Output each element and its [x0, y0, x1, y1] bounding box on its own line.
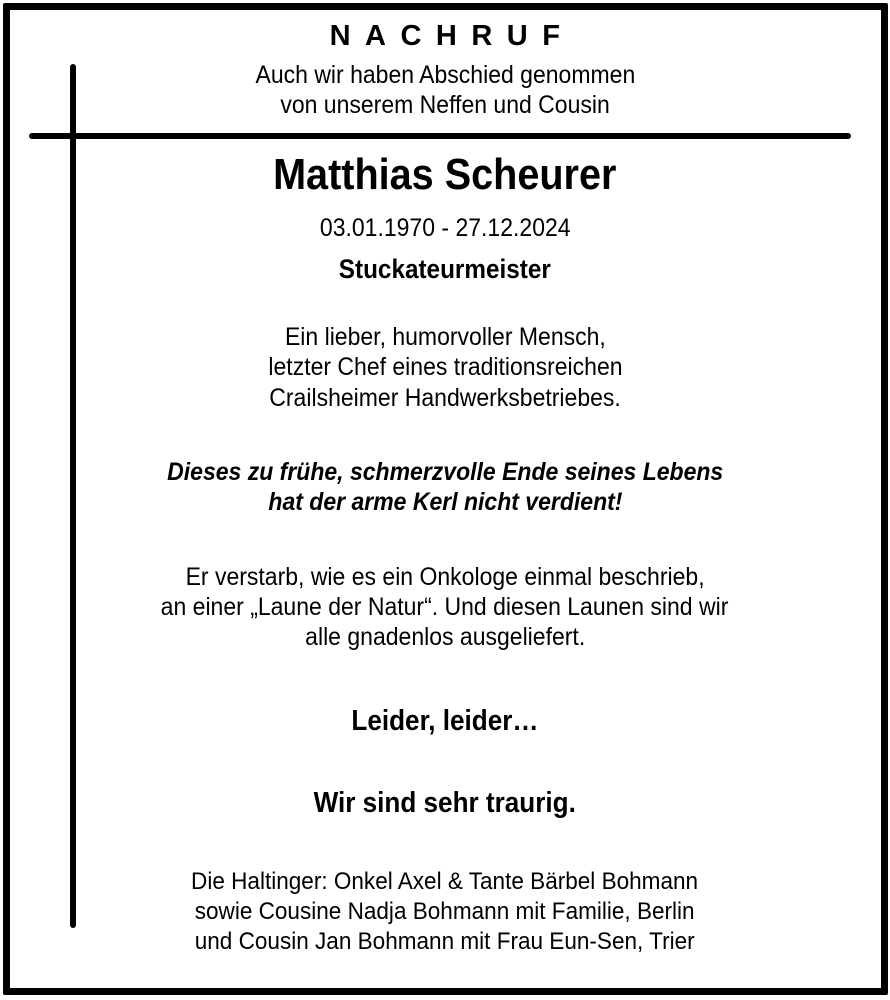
emphasis-text: hat der arme Kerl nicht verdient!: [267, 488, 623, 516]
profession-text: Stuckateurmeister: [338, 254, 552, 284]
intro-line-2: [0, 93, 890, 118]
tribute-text: Crailsheimer Handwerksbetriebes.: [269, 384, 621, 412]
intro-text: Auch wir haben Abschied genommen: [255, 61, 635, 89]
signers-text: und Cousin Jan Bohmann mit Frau Eun-Sen, Trier: [195, 928, 695, 955]
notice-heading-text: NACHRUF: [329, 20, 575, 52]
tribute-text: Ein lieber, humorvoller Mensch,: [284, 323, 606, 351]
signers-line-2: [0, 900, 890, 925]
cause-line-2: [0, 595, 890, 620]
signers-line-1: [0, 870, 890, 895]
cause-text: Er verstarb, wie es ein Onkologe einmal beschrieb,: [185, 563, 705, 591]
intro-text: von unserem Neffen und Cousin: [280, 91, 610, 119]
deceased-name-text: Matthias Scheurer: [273, 150, 617, 199]
notice-heading: [0, 22, 890, 51]
tribute-line-1: [0, 325, 890, 350]
intro-line-1: [0, 63, 890, 88]
life-dates: [0, 216, 890, 241]
closing-line-2: [0, 789, 890, 818]
closing-text: Leider, leider…: [351, 705, 539, 737]
tribute-line-3: [0, 386, 890, 411]
closing-line-1: [0, 707, 890, 736]
emphasis-line-1: [0, 460, 890, 485]
deceased-name: [0, 150, 890, 199]
cause-text: an einer „Laune der Natur“. Und diesen Launen sind wir: [161, 593, 729, 621]
cause-text: alle gnadenlos ausgeliefert.: [304, 623, 586, 651]
cross-horizontal-bar: [29, 133, 851, 139]
emphasis-line-2: [0, 490, 890, 515]
life-dates-text: 03.01.1970 - 27.12.2024: [319, 214, 571, 242]
signers-text: Die Haltinger: Onkel Axel & Tante Bärbel Bohmann: [191, 868, 699, 895]
profession: [0, 256, 890, 283]
signers-line-3: [0, 930, 890, 955]
cause-line-1: [0, 565, 890, 590]
tribute-text: letzter Chef eines traditionsreichen: [267, 353, 623, 381]
tribute-line-2: [0, 355, 890, 380]
closing-text: Wir sind sehr traurig.: [313, 787, 577, 819]
emphasis-text: Dieses zu frühe, schmerzvolle Ende seines Lebens: [166, 458, 724, 486]
signers-text: sowie Cousine Nadja Bohmann mit Familie, Berlin: [195, 898, 695, 925]
cause-line-3: [0, 625, 890, 650]
